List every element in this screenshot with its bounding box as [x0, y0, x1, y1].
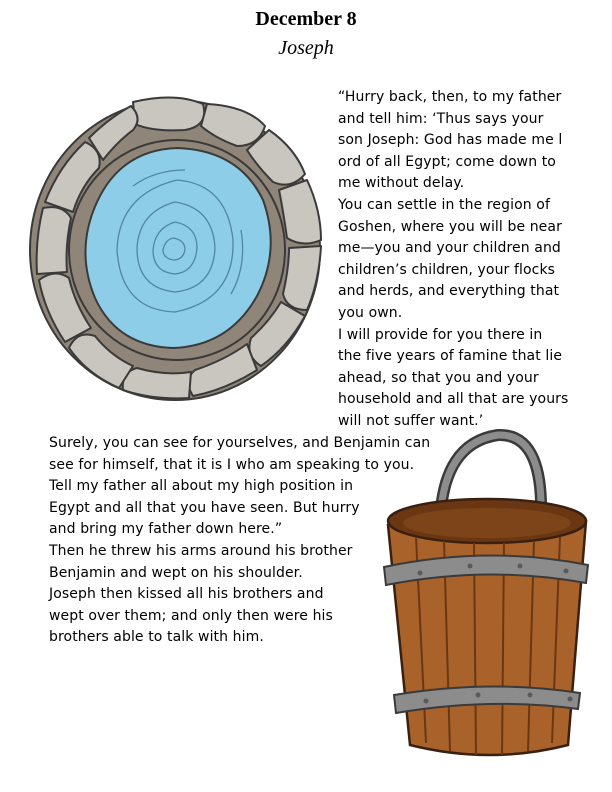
text-line: Then he threw his arms around his brother — [49, 542, 353, 559]
text-line: and tell him: ‘Thus says your — [338, 110, 544, 127]
text-line: Benjamin and wept on his shoulder. — [49, 564, 303, 581]
text-line: the five years of famine that lie — [338, 348, 563, 365]
text-line: “Hurry back, then, to my father — [338, 89, 562, 105]
text-line: me without delay. — [338, 175, 465, 192]
text-line: son Joseph: God has made me l — [338, 132, 563, 149]
page-subject: Joseph — [278, 37, 334, 59]
passage-right-column — [338, 87, 568, 433]
text-line: ahead, so that you and your — [338, 369, 539, 386]
passage-left-column — [49, 433, 430, 649]
text-line: Goshen, where you will be near — [338, 218, 562, 235]
text-line: see for himself, that it is I who am speaking to you. — [49, 456, 415, 473]
text-line: I will provide for you there in — [338, 326, 543, 343]
text-line: will not suffer want.’ — [338, 412, 484, 429]
text-line: you own. — [338, 304, 403, 321]
text-line: wept over them; and only then were his — [49, 607, 333, 624]
text-line: children’s children, your flocks — [338, 261, 556, 278]
text-line: brothers able to talk with him. — [49, 629, 264, 646]
text-line: Joseph then kissed all his brothers and — [49, 586, 324, 603]
text-line: and bring my father down here.” — [49, 521, 283, 538]
text-line: me—you and your children and — [338, 240, 561, 257]
page-date: December 8 — [255, 8, 357, 30]
text-line: household and all that are yours — [338, 391, 569, 408]
text-line: Egypt and all that you have seen. But hurry — [49, 499, 360, 516]
text-line: You can settle in the region of — [338, 196, 550, 213]
stone-well-icon — [25, 90, 335, 410]
text-line: and herds, and everything that — [338, 283, 560, 300]
text-line: Surely, you can see for yourselves, and Benjamin can — [49, 435, 431, 451]
text-line: Tell my father all about my high position in — [49, 478, 354, 495]
text-line: ord of all Egypt; come down to — [338, 153, 556, 170]
